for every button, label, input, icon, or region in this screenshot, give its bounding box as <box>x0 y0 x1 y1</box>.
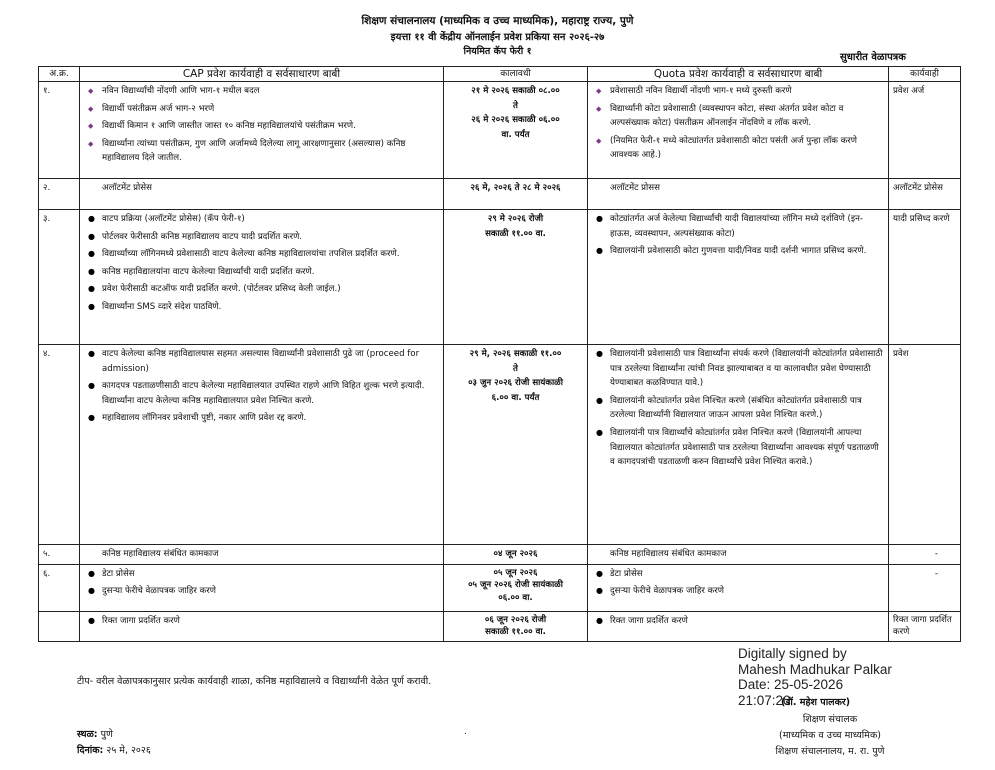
time-line: वा. पर्यंत <box>501 129 530 140</box>
place-line <box>77 727 113 740</box>
time-line: ०५ जून २०२६ रोजी सायंकाळी <box>468 580 563 591</box>
signatory-office: शिक्षण संचालनालय, म. रा. पुणे <box>775 746 885 757</box>
list-item: ● विद्यालयांनी प्रवेशासाठी पात्र विद्यार्थ्यांना संपर्क करणे (विद्यालयांनी कोट्यांतर्गत प्रवेशासाठी पात्र ठरलेल्या विद्यार्थ्यांना त्यांची निवड झाल्याबाबत व या कालावधीत प्रवेश घेण्यासाठी येण्याबाबत कळविण्यात यावे.) <box>592 347 884 391</box>
time-cell: २६ मे, २०२६ ते २८ मे २०२६ <box>444 179 588 210</box>
table-row <box>39 210 961 345</box>
time-line: ते <box>513 363 518 374</box>
time-cell <box>444 82 588 179</box>
time-line: ०५ जून २०२६ <box>493 567 538 578</box>
col-header-cap: CAP प्रवेश कार्यवाही व सर्वसाधारण बाबी <box>80 67 444 82</box>
cap-cell: कनिष्ठ महाविद्यालय संबंधित कामकाज <box>80 545 444 565</box>
col-header-quota: Quota प्रवेश कार्यवाही व सर्वसाधारण बाबी <box>588 67 889 82</box>
list-item: ◆ (नियमित फेरी-१ मध्ये कोट्यांतर्गत प्रवेशासाठी कोटा पसंती अर्ज पुन्हा लॉक करणे आवश्यक आहे.) <box>592 134 884 163</box>
time-line: ते <box>513 100 518 111</box>
list-item: ● डेटा प्रोसेस <box>592 567 884 582</box>
col-header-time: कालावधी <box>444 67 588 82</box>
time-line: ०६.०० वा. <box>498 592 533 603</box>
time-cell <box>444 210 588 345</box>
cap-cell <box>80 564 444 611</box>
list-item: ● विद्यालयांनी प्रवेशासाठी कोटा गुणवत्ता यादी/निवड यादी दर्शनी भागात प्रसिध्द करणे. <box>592 244 884 259</box>
table-row <box>39 345 961 545</box>
list-item: ◆ विद्यार्थी पसंतीक्रम अर्ज भाग-२ भरणे <box>84 102 439 117</box>
time-line: २९ मे २०२६ रोजी <box>487 214 544 224</box>
list-item: ◆ विद्यार्थ्यांनी कोटा प्रवेशासाठी (व्यवस्थापन कोटा, संस्था अंतर्गत प्रवेश कोटा व अल्पसंख्याक कोटा) पंसतीक्रम ऑनलाईन नोंदविणे व लॉक करणे. <box>592 102 884 131</box>
list-item: ● कोट्यांतर्गत अर्ज केलेल्या विद्यार्थ्यांची यादी विद्यालयांच्या लॉगिन मध्ये दर्शविणे (इन-हाऊस, व्यवस्थापन, अल्पसंख्याक कोटा) <box>592 212 884 241</box>
row-number: २. <box>39 179 80 210</box>
revised-schedule-label: सुधारीत वेळापत्रक <box>840 52 906 63</box>
action-cell: रिक्त जागा प्रदर्शित करणे <box>889 611 961 641</box>
time-line: २१ मे २०२६ सकाळी ०८.०० <box>471 86 560 96</box>
office-title: शिक्षण संचालनालय (माध्यमिक व उच्च माध्यमिक), महाराष्ट्र राज्य, पुणे <box>361 15 634 27</box>
date-value: २५ मे, २०२६ <box>106 745 151 756</box>
table-row <box>39 82 961 179</box>
time-line: ६.०० वा. पर्यंत <box>491 392 540 403</box>
list-item: ◆ प्रवेशासाठी नविन विद्यार्थी नोंदणी भाग-१ मध्ये दुरुस्ती करणे <box>592 84 884 99</box>
list-item: ● कागदपत्र पडताळणीसाठी वाटप केलेल्या महाविद्यालयात उपस्थित राहणे आणि विहित शुल्क भरणे इत्यादी. विद्यार्थ्यांना वाटप केलेल्या कनिष्ठ महाविद्यालयात प्रवेश निश्चित करणे. <box>84 379 439 408</box>
row-number: ५. <box>39 545 80 565</box>
list-item: ● विद्यालयांनी कोट्यांतर्गत प्रवेश निश्चित करणे (संबंधित कोट्यांतर्गत प्रवेशासाठी पात्र ठरलेल्या विद्यार्थ्यांनी विद्यालयात जाऊन आपला प्रवेश निश्चित करणे.) <box>592 394 884 423</box>
list-item: ● दुसऱ्या फेरीचे वेळापत्रक जाहिर करणे <box>84 584 439 599</box>
time-line: ०६ जून २०२६ रोजी <box>484 614 547 625</box>
list-item: ● महाविद्यालय लॉगिनवर प्रवेशाची पुष्टी, नकार आणि प्रवेश रद्द करणे. <box>84 411 439 426</box>
action-cell: प्रवेश <box>889 345 961 545</box>
list-item: ● वाटप प्रक्रिया (अलॉटमेंट प्रोसेस) (कॅप फेरी-१) <box>84 212 439 227</box>
quota-cell: अलॉटमेंट प्रोसस <box>588 179 889 210</box>
time-cell <box>444 611 588 641</box>
table-header-row <box>39 67 961 82</box>
signature-line: Mahesh Madhukar Palkar <box>738 661 892 677</box>
stray-dot: . <box>464 727 467 737</box>
time-line: सकाळी ११.०० वा. <box>485 627 546 638</box>
process-title: इयत्ता ११ वी केंद्रीय ऑनलाईन प्रवेश प्रकिया सन २०२६-२७ <box>390 32 605 43</box>
signature-line: Digitally signed by <box>738 646 847 661</box>
signatory-name: (डॉ. महेश पालकर) <box>781 697 851 708</box>
time-line: २६ मे २०२६ सकाळी ०६.०० <box>471 115 560 126</box>
signatory-title: शिक्षण संचालक <box>802 714 858 725</box>
quota-cell <box>588 611 889 641</box>
date-label: दिनांक: <box>77 745 104 756</box>
col-header-no: अ.क्र. <box>39 67 80 82</box>
table-row <box>39 611 961 641</box>
list-item: ◆ नविन विद्यार्थ्यांची नोंदणी आणि भाग-१ मधील बदल <box>84 84 439 99</box>
action-cell: अलॉटमेंट प्रोसेस <box>889 179 961 210</box>
list-item: ● वाटप केलेल्या कनिष्ठ महाविद्यालयास सहमत असल्यास विद्यार्थ्यांनी प्रवेशासाठी पुढे जा (proceed for admission) <box>84 347 439 376</box>
list-item: ◆ विद्यार्थी किमान १ आणि जास्तीत जास्त १० कनिष्ठ महाविद्यालयांचे पसंतीक्रम भरणे. <box>84 119 439 134</box>
list-item: ● प्रवेश फेरीसाठी कटऑफ यादी प्रदर्शित करणे. (पोर्टलवर प्रसिध्द केली जाईल.) <box>84 282 439 297</box>
cap-cell <box>80 611 444 641</box>
schedule-table <box>38 66 961 642</box>
list-item: ● पोर्टलवर फेरीसाठी कनिष्ठ महाविद्यालय वाटप यादी प्रदर्शित करणे. <box>84 230 439 245</box>
cap-cell <box>80 82 444 179</box>
round-title: नियमित कॅप फेरी १ <box>463 46 532 57</box>
list-item: ● विद्यार्थ्यांच्या लॉगिनमध्ये प्रवेशासाठी वाटप केलेल्या कनिष्ठ महाविद्यालयांचा तपशिल प्रदर्शित करणे. <box>84 247 439 262</box>
time-line: सकाळी ११.०० वा. <box>485 228 546 239</box>
row-number <box>39 611 80 641</box>
row-number: ६. <box>39 564 80 611</box>
cap-cell: अलॉटमेंट प्रोसेस <box>80 179 444 210</box>
time-cell <box>444 564 588 611</box>
table-row <box>39 545 961 565</box>
time-line: २९ मे, २०२६ सकाळी ११.०० <box>469 349 562 359</box>
quota-cell <box>588 82 889 179</box>
time-line: ०३ जुन २०२६ रोजी सायंकाळी <box>468 378 563 389</box>
quota-cell <box>588 564 889 611</box>
action-cell: - <box>889 545 961 565</box>
cap-cell <box>80 210 444 345</box>
quota-cell <box>588 345 889 545</box>
list-item: ● डेटा प्रोसेस <box>84 567 439 582</box>
row-number: ४. <box>39 345 80 545</box>
quota-cell: कनिष्ठ महाविद्यालय संबंधित कामकाज <box>588 545 889 565</box>
table-row <box>39 564 961 611</box>
place-value: पुणे <box>100 729 113 740</box>
signature-line: Date: 25-05-2026 <box>738 677 844 692</box>
list-item: ● विद्यार्थ्यांना SMS व्दारे संदेश पाठविणे. <box>84 300 439 315</box>
col-header-action: कार्यवाही <box>889 67 961 82</box>
cap-cell <box>80 345 444 545</box>
list-item: ● विद्यालयांनी पात्र विद्यार्थ्यांचे कोट्यांतर्गत प्रवेश निश्चित करणे (विद्यालयांनी आपल्या विद्यालयात कोट्यांतर्गत प्रवेशासाठी पात्र ठरलेल्या विद्यार्थ्यांना आवश्यक संपूर्ण पडताळणी व कागदपत्रांची पडताळणी करुन विद्यार्थ्यांचे प्रवेश निश्चित करावे.) <box>592 426 884 470</box>
row-number: १. <box>39 82 80 179</box>
list-item: ● रिक्त जागा प्रदर्शित करणे <box>592 614 884 629</box>
date-line <box>77 743 151 756</box>
place-label: स्थळ: <box>77 729 98 740</box>
action-cell: - <box>889 564 961 611</box>
list-item: ● रिक्त जागा प्रदर्शित करणे <box>84 614 439 629</box>
list-item: ● कनिष्ठ महाविद्यालयांना वाटप केलेल्या विद्यार्थ्यांची यादी प्रदर्शित करणे. <box>84 265 439 280</box>
list-item: ◆ विद्यार्थ्यांना त्यांच्या पसंतीक्रम, गुण आणि अर्जामध्ये दिलेल्या लागू आरक्षणानुसार (असल्यास) कनिष्ठ महाविद्यालय दिले जातील. <box>84 137 439 166</box>
action-cell: प्रवेश अर्ज <box>889 82 961 179</box>
signatory-department: (माध्यमिक व उच्च माध्यमिक) <box>779 730 881 741</box>
action-cell: यादी प्रसिध्द करणे <box>889 210 961 345</box>
time-cell <box>444 345 588 545</box>
footer-note: टीप- वरील वेळापत्रकानुसार प्रत्येक कार्यवाही शाळा, कनिष्ठ महाविद्यालये व विद्यार्थ्यांनी वेळेत पूर्ण करावी. <box>77 676 432 687</box>
quota-cell <box>588 210 889 345</box>
signature-line: 21:07:20 <box>738 692 791 708</box>
list-item: ● दुसऱ्या फेरीचे वेळापत्रक जाहिर करणे <box>592 584 884 599</box>
row-number: ३. <box>39 210 80 345</box>
table-row <box>39 179 961 210</box>
time-cell: ०४ जून २०२६ <box>444 545 588 565</box>
